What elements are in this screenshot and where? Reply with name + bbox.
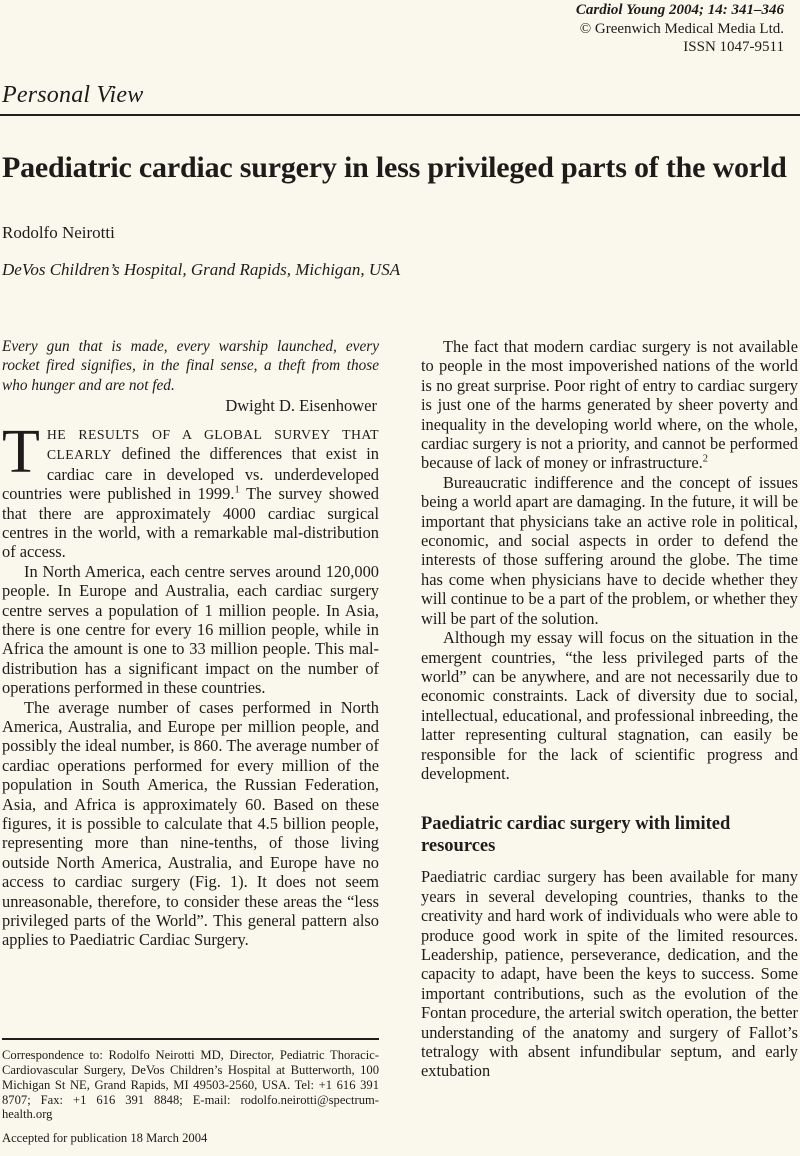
header-rule (0, 114, 800, 116)
correspondence-footnote (2, 1038, 379, 1156)
section-label: Personal View (2, 82, 144, 108)
article-title: Paediatric cardiac surgery in less privileged parts of the world (2, 151, 787, 184)
paragraph (421, 337, 798, 473)
masthead (576, 1, 784, 57)
journal-citation: Cardiol Young 2004; 14: 341–346 (575, 2, 784, 18)
dropcap-letter: T (2, 417, 40, 486)
footnote-rule (2, 1038, 379, 1040)
reference-marker-2: 2 (702, 453, 708, 465)
paragraph: Paediatric cardiac surgery has been available for many years in several developing countries, thanks to the creativity and hard work of individuals who were able to produce good work in spite of the limited resources. Leadership, patience, perseverance, dedication, and the capacity to adapt, have been the keys to success. Some important contributions, such as the evolution of the Fontan procedure, the arterial switch operation, the better understanding of the anatomy and surgery of Fallot’s tetralogy with absent infundibular septum, and early extubation (421, 867, 798, 1081)
paragraph-dropcap (2, 417, 379, 562)
accepted-date: Accepted for publication 18 March 2004 (2, 1131, 208, 1146)
paragraph: Although my essay will focus on the situation in the emergent countries, “the less privileged parts of the world” can be anywhere, and are not necessarily due to economic constraints. Lack of diversity due to social, intellectual, educational, and professional inbreeding, the latter representing cultural stagnation, can easily be responsible for the lack of scientific progress and development. (421, 628, 798, 783)
issn-line: ISSN 1047-9511 (683, 39, 784, 55)
reference-marker-1: 1 (234, 484, 240, 496)
correspondence-text: Correspondence to: Rodolfo Neirotti MD, Director, Pediatric Thoracic-Cardiovascular Surgery, DeVos Children’s Hospital at Butterworth, 100 Michigan St NE, Grand Rapids, MI 49503-2560, USA. Tel: +1 616 391 8707; Fax: +1 616 391 8848; E-mail: rodolfo.neirotti@spectrum-health.org (2, 1048, 379, 1122)
paragraph: The average number of cases performed in North America, Australia, and Europe per million people, and possibly the ideal number, is 860. The average number of cardiac operations performed for every million of the population in South America, the Russian Federation, Asia, and Africa is approximately 60. Based on these figures, it is possible to calculate that 4.5 billion people, representing more than nine-tenths, of those living outside North America, Australia, and Europe have no access to cardiac surgery (Fig. 1). It does not seem unreasonable, therefore, to consider these areas the “less privileged parts of the World”. This general pattern also applies to Paediatric Cardiac Surgery. (2, 697, 379, 950)
smallcaps-lead: HE RESULTS OF A GLOBAL SURVEY THAT CLEARLY (46, 426, 379, 463)
epigraph-attribution: Dwight D. Eisenhower (225, 395, 377, 415)
section-heading: Paediatric cardiac surgery with limited resources (421, 814, 731, 857)
paragraph-text: The survey showed that there are approximately 4000 cardiac surgical centres in the world, with a remarkable mal-distribution of access. (2, 484, 379, 562)
left-column (2, 337, 379, 1156)
paragraph-text: defined the differences that exist in cardiac care in developed vs. underdeveloped countries were published in 1999. (2, 444, 379, 504)
publisher-line: © Greenwich Medical Media Ltd. (579, 20, 784, 37)
epigraph-text: Every gun that is made, every warship launched, every rocket fired signifies, in the final sense, a theft from those who hunger and are not fed. (2, 338, 379, 394)
author-affiliation: DeVos Children’s Hospital, Grand Rapids, Michigan, USA (2, 260, 401, 279)
paragraph: In North America, each centre serves around 120,000 people. In Europe and Australia, each cardiac surgery centre serves a population of 1 million people. In Asia, there is one centre for every 16 million people, while in Africa the amount is one to 33 million people. This mal-distribution has a significant impact on the number of operations performed in these countries. (2, 561, 379, 698)
paragraph: Bureaucratic indifference and the concept of issues being a world apart are damaging. In the future, it will be important that physicians take an active role in political, economic, and social aspects in order to defend the interests of those suffering around the globe. The time has come when physicians have to decide whether they will continue to be a part of the problem, or whether they will be part of the solution. (421, 472, 798, 628)
right-column (421, 337, 798, 1156)
paragraph-text: The fact that modern cardiac surgery is not available to people in the most impoverished nations of the world is no great surprise. Poor right of entry to cardiac surgery is just one of the harms generated by sheer poverty and inequality in the developing world where, on the whole, cardiac surgery is not a priority, and cannot be performed because of lack of money or infrastructure. (421, 337, 798, 473)
article-body (2, 337, 798, 1156)
author-name: Rodolfo Neirotti (2, 223, 115, 242)
